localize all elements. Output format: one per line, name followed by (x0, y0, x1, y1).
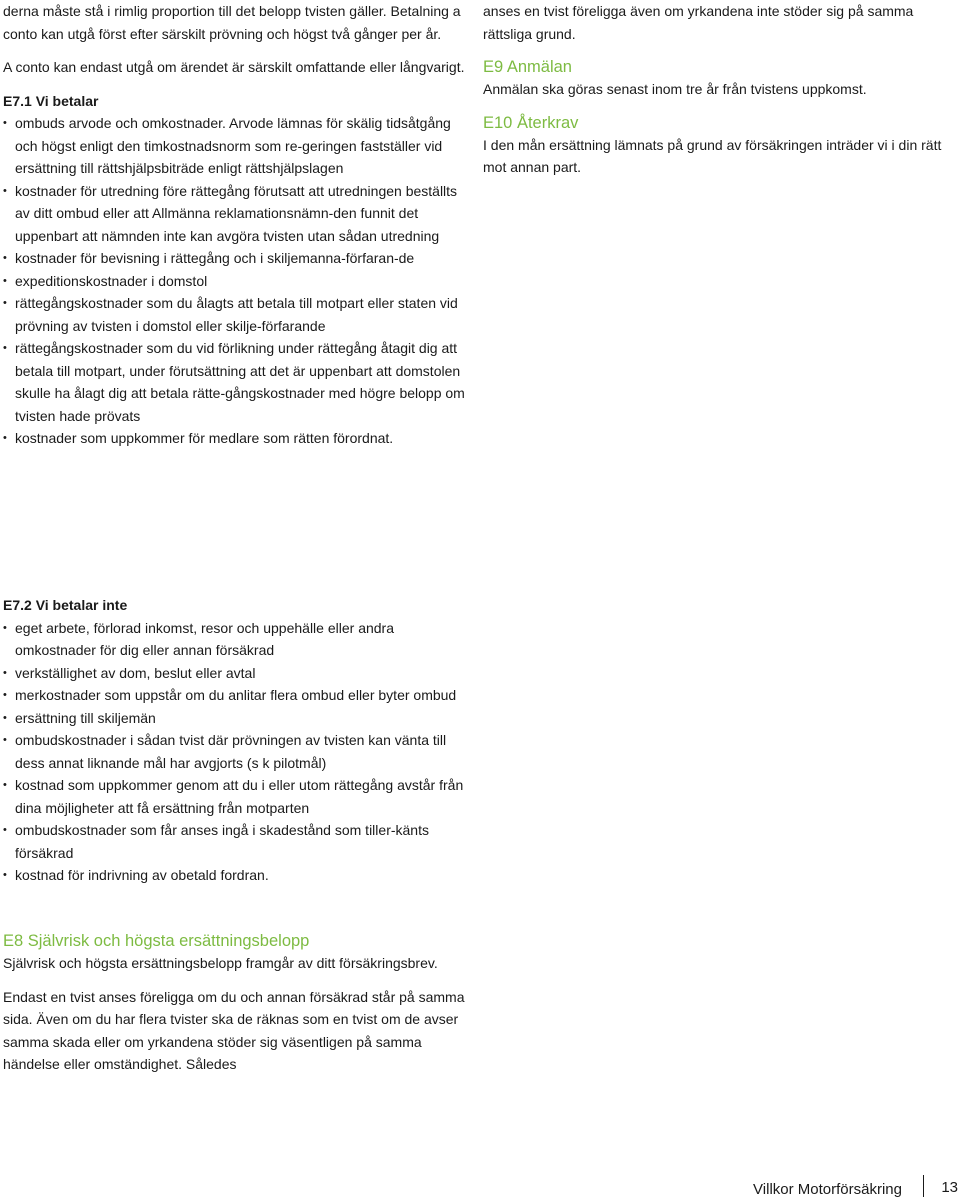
section-e9-text: Anmälan ska göras senast inom tre år från tvistens uppkomst. (483, 81, 867, 97)
section-e8-heading: E8 Självrisk och högsta ersättningsbelopp (3, 932, 310, 950)
section-e71-list (3, 112, 473, 450)
list-item: • rättegångskostnader som du ålagts att betala till motpart eller staten vid prövning av tvisten i domstol eller skilje-förfarande (3, 292, 473, 337)
list-item: • rättegångskostnader som du vid förlikning under rättegång åtagit dig att betala till motpart, under förutsättning att det är uppenbart att domstolen skulle ha ålagt dig att betala rätte-gångskostnader med högre belopp om tvisten hade prövats (3, 337, 473, 427)
list-item: • verkställighet av dom, beslut eller avtal (3, 662, 473, 685)
list-item: • kostnad för indrivning av obetald fordran. (3, 864, 473, 887)
section-e8-paragraph-1: Självrisk och högsta ersättningsbelopp framgår av ditt försäkringsbrev. (3, 955, 438, 971)
section-e9-heading: E9 Anmälan (483, 58, 572, 76)
continuation-paragraph: derna måste stå i rimlig proportion till det belopp tvisten gäller. Betalning a conto kan utgå först efter särskilt prövning och högst två gånger per år. (3, 3, 461, 42)
list-item: • ombudskostnader i sådan tvist där prövningen av tvisten kan vänta till dess annat liknande mål har avgjorts (s k pilotmål) (3, 729, 473, 774)
list-item: • ombudskostnader som får anses ingå i skadestånd som tiller-känts försäkrad (3, 819, 473, 864)
section-e71-heading: E7.1 Vi betalar (3, 92, 99, 109)
continuation-paragraph-right: anses en tvist föreligga även om yrkandena inte stöder sig på samma rättsliga grund. (483, 3, 914, 42)
left-column-bottom (3, 930, 473, 1076)
section-e10-text: I den mån ersättning lämnats på grund av försäkringen inträder vi i din rätt mot annan part. (483, 136, 942, 175)
left-column-middle (3, 594, 473, 887)
list-item: • kostnad som uppkommer genom att du i eller utom rättegång avstår från dina möjligheter att få ersättning från motparten (3, 774, 473, 819)
right-column (483, 0, 953, 179)
a-conto-paragraph: A conto kan endast utgå om ärendet är särskilt omfattande eller långvarigt. (3, 59, 465, 75)
footer-divider (923, 1175, 924, 1197)
page-number: 13 (941, 1179, 958, 1196)
list-item: • kostnader som uppkommer för medlare som rätten förordnat. (3, 427, 473, 450)
left-column-top (3, 0, 473, 450)
list-item: • kostnader för utredning före rättegång förutsatt att utredningen beställts av ditt ombud eller att Allmänna reklamationsnämn-den funnit det uppenbart att nämnden inte kan avgöra tvisten utan sådan utredning (3, 180, 473, 248)
page-footer (660, 1175, 960, 1199)
list-item: • eget arbete, förlorad inkomst, resor och uppehälle eller andra omkostnader för dig eller annan försäkrad (3, 617, 473, 662)
section-e72-list (3, 617, 473, 887)
footer-title: Villkor Motorförsäkring (753, 1181, 902, 1198)
list-item: • kostnader för bevisning i rättegång och i skiljemanna-förfaran-de (3, 247, 473, 270)
list-item: • ombuds arvode och omkostnader. Arvode lämnas för skälig tidsåtgång och högst enligt den timkostnadsnorm som re-geringen fastställer vid ersättning till rättshjälpsbiträde enligt rättshjälpslagen (3, 112, 473, 180)
list-item: • merkostnader som uppstår om du anlitar flera ombud eller byter ombud (3, 684, 473, 707)
list-item: • expeditionskostnader i domstol (3, 270, 473, 293)
section-e8-paragraph-2: Endast en tvist anses föreligga om du och annan försäkrad står på samma sida. Även om du har flera tvister ska de räknas som en tvist om de avser samma skada eller om yrkandena stöder sig väsentligen på samma händelse eller omständighet. Således (3, 988, 465, 1072)
section-e72-heading: E7.2 Vi betalar inte (3, 597, 128, 613)
section-e10-heading: E10 Återkrav (483, 113, 579, 132)
list-item: • ersättning till skiljemän (3, 707, 473, 730)
